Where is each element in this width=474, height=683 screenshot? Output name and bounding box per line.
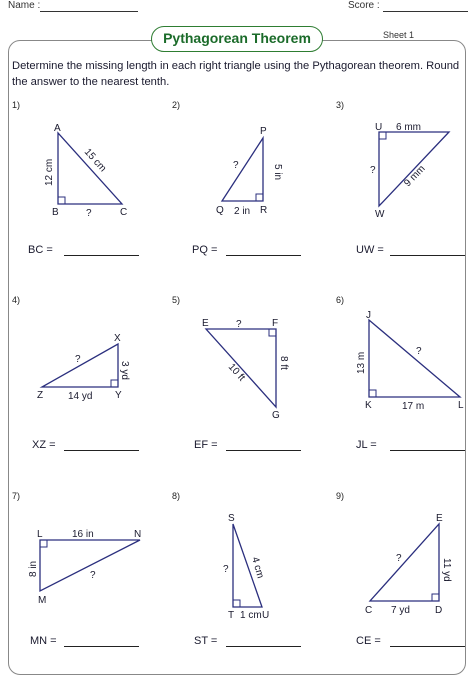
side-label: ? bbox=[416, 346, 422, 357]
side-label: 16 in bbox=[72, 529, 94, 540]
vertex-label: U bbox=[375, 122, 383, 133]
answer-blank[interactable] bbox=[64, 646, 139, 647]
sheet-number: Sheet 1 bbox=[383, 30, 415, 40]
side-label: ? bbox=[86, 208, 92, 219]
problem-number: 8) bbox=[172, 491, 181, 501]
vertex-label: F bbox=[272, 318, 279, 329]
side-label: 13 m bbox=[356, 351, 367, 374]
vertex-label: M bbox=[38, 595, 47, 606]
vertex-label: B bbox=[52, 207, 59, 218]
vertex-label: N bbox=[134, 529, 142, 540]
problem-number: 7) bbox=[12, 491, 21, 501]
problem-number: 5) bbox=[172, 295, 181, 305]
answer-label: XZ = bbox=[32, 439, 56, 451]
vertex-label: C bbox=[365, 605, 373, 616]
vertex-label: A bbox=[54, 123, 61, 134]
answer-label: CE = bbox=[356, 635, 381, 647]
page-title: Pythagorean Theorem bbox=[151, 26, 323, 52]
vertex-label: E bbox=[202, 318, 209, 329]
side-label: 6 mm bbox=[396, 122, 421, 133]
vertex-label: R bbox=[260, 205, 268, 216]
answer-label: MN = bbox=[30, 635, 57, 647]
score-label: Score : bbox=[348, 0, 380, 11]
side-label: ? bbox=[75, 354, 81, 365]
side-label: 15 cm bbox=[81, 146, 109, 175]
vertex-label: E bbox=[436, 513, 443, 524]
answer-label: PQ = bbox=[192, 244, 218, 256]
side-label: 3 yd bbox=[119, 361, 130, 380]
vertex-label: D bbox=[435, 605, 443, 616]
side-label: 12 cm bbox=[44, 158, 55, 186]
side-label: 7 yd bbox=[391, 605, 410, 616]
vertex-label: L bbox=[37, 529, 43, 540]
vertex-label: W bbox=[375, 209, 385, 220]
side-label: ? bbox=[233, 160, 239, 171]
vertex-label: Q bbox=[216, 205, 224, 216]
vertex-label: G bbox=[272, 410, 280, 421]
answer-label: BC = bbox=[28, 244, 53, 256]
side-label: 17 m bbox=[402, 401, 425, 412]
vertex-label: Z bbox=[37, 390, 44, 401]
side-label: 5 in bbox=[272, 164, 283, 181]
side-label: ? bbox=[396, 553, 402, 564]
side-label: ? bbox=[90, 570, 96, 581]
answer-blank[interactable] bbox=[226, 646, 301, 647]
side-label: 10 ft bbox=[225, 361, 247, 384]
side-label: 1 cm bbox=[240, 610, 262, 621]
side-label: ? bbox=[236, 319, 242, 330]
side-label: 14 yd bbox=[68, 391, 93, 402]
side-label: 8 ft bbox=[278, 356, 289, 370]
side-label: 8 in bbox=[28, 560, 39, 577]
side-label: 9 mm bbox=[402, 163, 428, 190]
name-label: Name : bbox=[8, 0, 41, 11]
vertex-label: C bbox=[120, 207, 128, 218]
vertex-label: U bbox=[262, 610, 270, 621]
answer-blank[interactable] bbox=[390, 646, 465, 647]
side-label: 4 cm bbox=[249, 555, 266, 580]
problem-number: 9) bbox=[336, 491, 345, 501]
side-label: ? bbox=[223, 564, 229, 575]
vertex-label: L bbox=[458, 400, 464, 411]
problem-number: 3) bbox=[336, 100, 345, 110]
vertex-label: S bbox=[228, 513, 235, 524]
answer-label: ST = bbox=[194, 635, 218, 647]
side-label: 2 in bbox=[234, 206, 251, 217]
answer-label: UW = bbox=[356, 244, 384, 256]
answer-label: EF = bbox=[194, 439, 218, 451]
vertex-label: J bbox=[366, 310, 371, 321]
vertex-label: T bbox=[228, 610, 235, 621]
vertex-label: K bbox=[365, 400, 372, 411]
problem-number: 6) bbox=[336, 295, 345, 305]
problem-number: 4) bbox=[12, 295, 21, 305]
answer-label: JL = bbox=[356, 439, 377, 451]
problem-number: 2) bbox=[172, 100, 181, 110]
side-label: 11 yd bbox=[441, 558, 452, 582]
vertex-label: P bbox=[260, 126, 267, 137]
side-label: ? bbox=[370, 165, 376, 176]
vertex-label: X bbox=[114, 333, 121, 344]
vertex-label: Y bbox=[115, 390, 122, 401]
instructions: Determine the missing length in each right triangle using the Pythagorean theorem. Round the answer to the nearest tenth. bbox=[12, 60, 460, 88]
problem-number: 1) bbox=[12, 100, 21, 110]
